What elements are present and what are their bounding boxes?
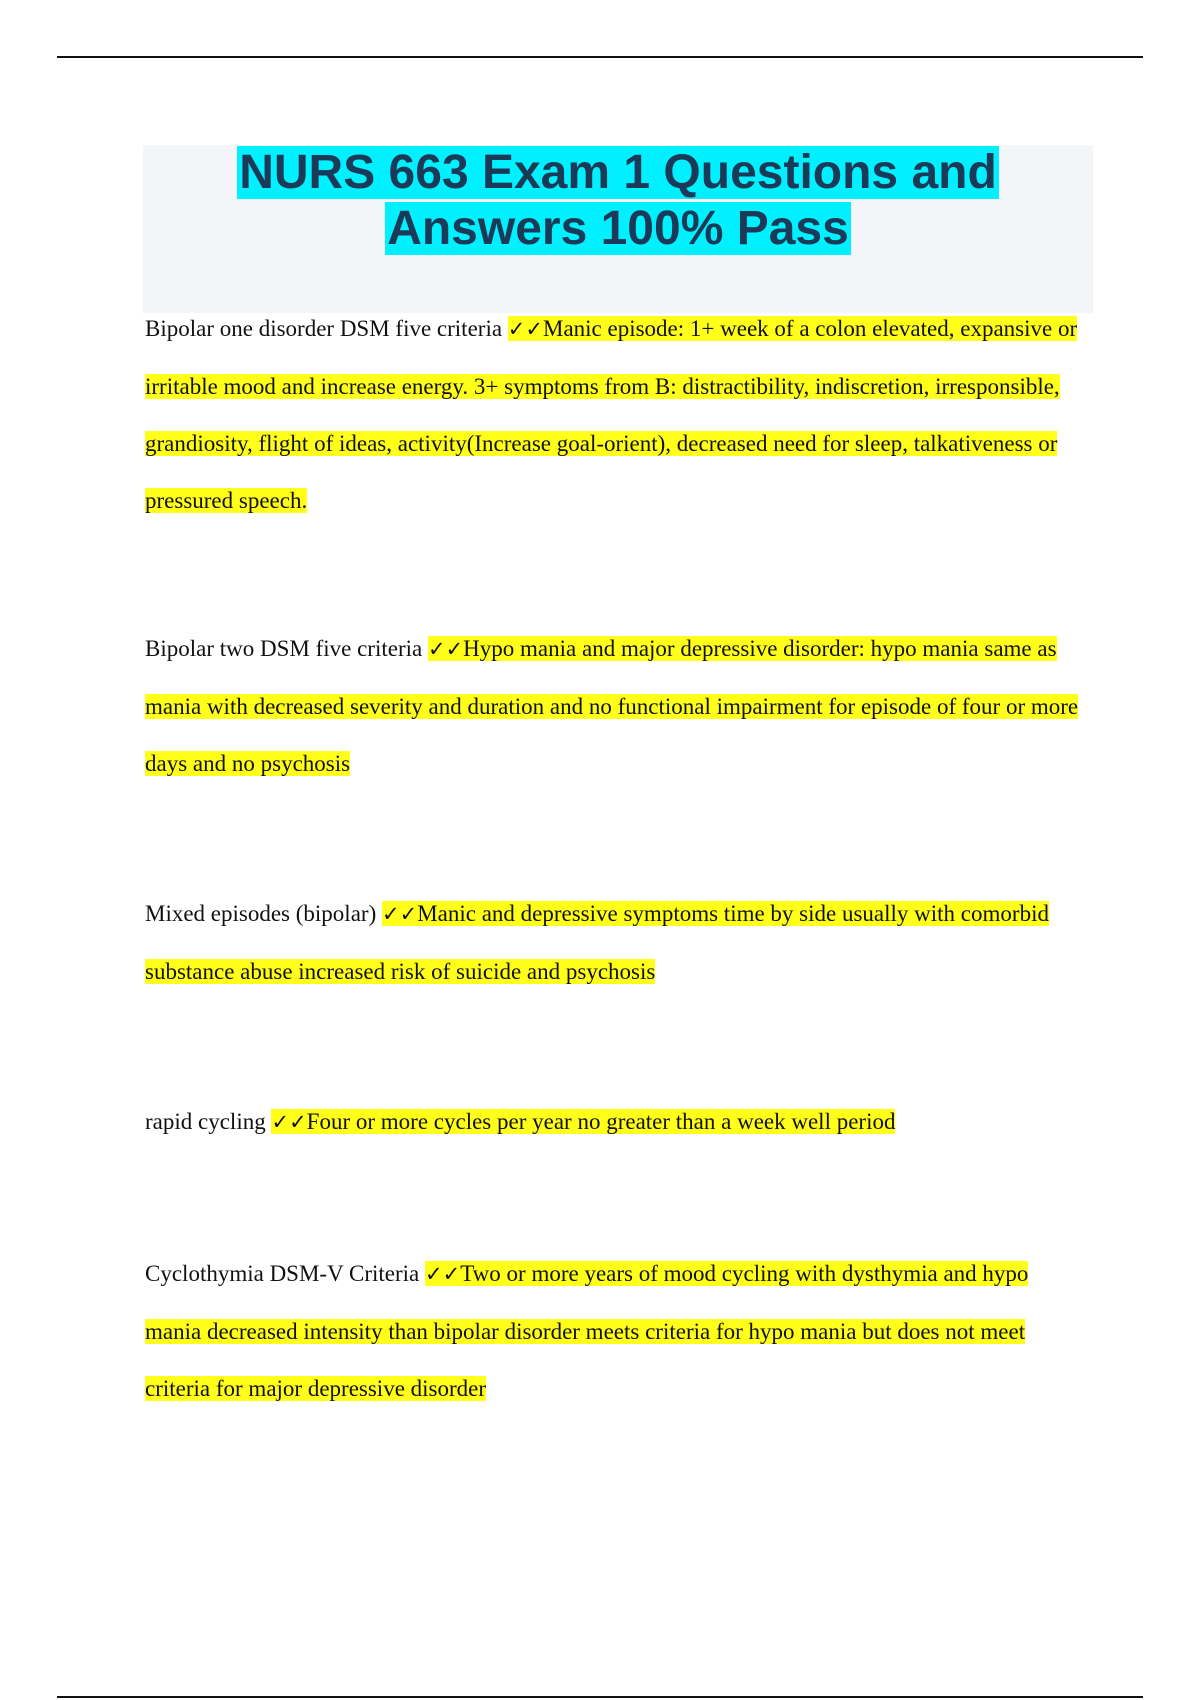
top-rule [57,56,1143,58]
answer-text: Four or more cycles per year no greater than a week well period [306,1109,896,1134]
check-mark-icon: ✓✓ [381,902,418,926]
answer-text: Hypo mania and major depressive disorder: hypo mania same as mania with decreased severity and duration and no functional impairment for episode of four or more days and no psychosis [145,636,1079,776]
question-text: Cyclothymia DSM-V Criteria [145,1261,420,1286]
title-banner [143,145,1093,313]
answer-text: Manic episode: 1+ week of a colon elevated, expansive or irritable mood and increase energy. 3+ symptoms from B: distractibility, indiscretion, irresponsible, grandiosity, flight of ideas, activity(Increase goal-orient), decreased need for sleep, talkativeness or pressured speech. [145,316,1078,513]
question-text: Bipolar two DSM five criteria [145,636,423,661]
answer-text: Manic and depressive symptoms time by side usually with comorbid substance abuse increased risk of suicide and psychosis [145,901,1049,984]
qa-item-5 [145,1245,1090,1417]
title-line-1: NURS 663 Exam 1 Questions and [239,146,997,199]
qa-item-1 [145,300,1090,529]
question-text: Bipolar one disorder DSM five criteria [145,316,503,341]
check-mark-icon: ✓✓ [507,317,543,341]
answer-text: Two or more years of mood cycling with dysthymia and hypo mania decreased intensity than bipolar disorder meets criteria for hypo mania but does not meet criteria for major depressive disorder [145,1261,1029,1401]
check-mark-icon: ✓✓ [425,1262,461,1286]
qa-item-3 [145,885,1090,1000]
answer-highlight [145,316,1077,513]
title-line-2: Answers 100% Pass [387,202,849,255]
page-title [143,145,1093,257]
qa-item-4 [145,1093,1090,1151]
answer-highlight [271,1109,895,1134]
check-mark-icon: ✓✓ [427,637,464,661]
question-text: Mixed episodes (bipolar) [145,901,377,926]
question-text: rapid cycling [145,1109,266,1134]
bottom-rule [57,1696,1143,1698]
check-mark-icon: ✓✓ [271,1110,307,1134]
qa-item-2 [145,620,1090,792]
